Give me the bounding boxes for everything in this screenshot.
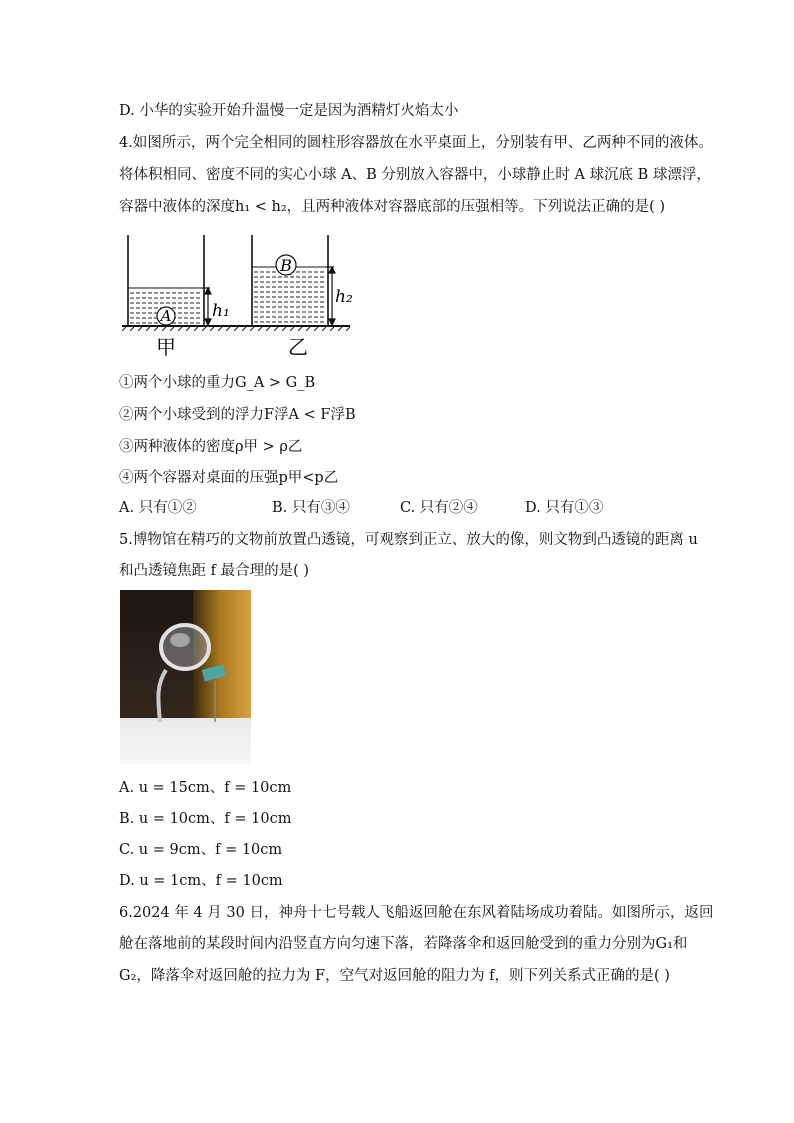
q4-statement-1: ①两个小球的重力G_A > G_B [119,375,316,391]
label-yi: 乙 [288,335,308,359]
q5-option-d[interactable]: D. u = 1cm、f = 10cm [119,873,283,889]
q4-option-d[interactable]: D. 只有①③ [525,500,604,516]
q4-statement-3: ③两种液体的密度ρ甲 > ρ乙 [119,439,303,455]
q5-magnifier-photo [120,590,251,764]
q4-stem-line-2: 将体积相同、密度不同的实心小球 A、B 分别放入容器中，小球静止时 A 球沉底 B 球漂浮， [119,167,711,183]
q4-containers-figure [118,230,358,360]
q5-stem-line-2: 和凸透镜焦距 f 最合理的是( ) [119,563,310,579]
q4-option-b[interactable]: B. 只有③④ [272,500,350,516]
q5-option-b[interactable]: B. u = 10cm、f = 10cm [119,811,292,827]
liquid-yi-dashes [254,272,326,322]
q4-statement-4: ④两个容器对桌面的压强p甲<p乙 [119,470,339,486]
label-jia: 甲 [156,335,176,359]
q6-stem-line-2: 舱在落地前的某段时间内沿竖直方向匀速下落，若降落伞和返回舱受到的重力分别为G₁和 [119,936,688,952]
q6-stem-line-1: 6.2024 年 4 月 30 日，神舟十七号载人飞船返回舱在东风着陆场成功着陆。如图所示，返回 [119,905,714,921]
magnifier-stand [158,670,166,722]
h2-label: h₂ [335,287,353,307]
q5-option-c[interactable]: C. u = 9cm、f = 10cm [119,842,283,858]
ball-a-label: A [160,307,172,325]
magnifier-lens [161,625,209,669]
artifact [202,665,226,682]
container-jia [128,235,204,326]
q4-stem-line-3: 容器中液体的深度h₁ < h₂，且两种液体对容器底部的压强相等。下列说法正确的是( ) [119,199,666,215]
q3-option-d: D. 小华的实验开始升温慢一定是因为酒精灯火焰太小 [119,103,459,119]
table-hatching [122,327,350,331]
q4-statement-2: ②两个小球受到的浮力F浮A < F浮B [119,407,356,423]
h1-label: h₁ [212,301,230,321]
q4-stem-line-1: 4.如图所示，两个完全相同的圆柱形容器放在水平桌面上，分别装有甲、乙两种不同的液体。 [119,135,713,151]
h1-arrow [201,288,211,325]
q4-option-c[interactable]: C. 只有②④ [400,500,478,516]
q5-stem-line-1: 5.博物馆在精巧的文物前放置凸透镜，可观察到正立、放大的像，则文物到凸透镜的距离 u [119,532,698,548]
ball-b-label: B [280,256,292,275]
q6-stem-line-3: G₂，降落伞对返回舱的拉力为 F，空气对返回舱的阻力为 f，则下列关系式正确的是( ) [119,968,670,984]
q4-option-a[interactable]: A. 只有①② [119,500,197,516]
container-yi [252,235,328,326]
q5-option-a[interactable]: A. u = 15cm、f = 10cm [119,780,292,796]
